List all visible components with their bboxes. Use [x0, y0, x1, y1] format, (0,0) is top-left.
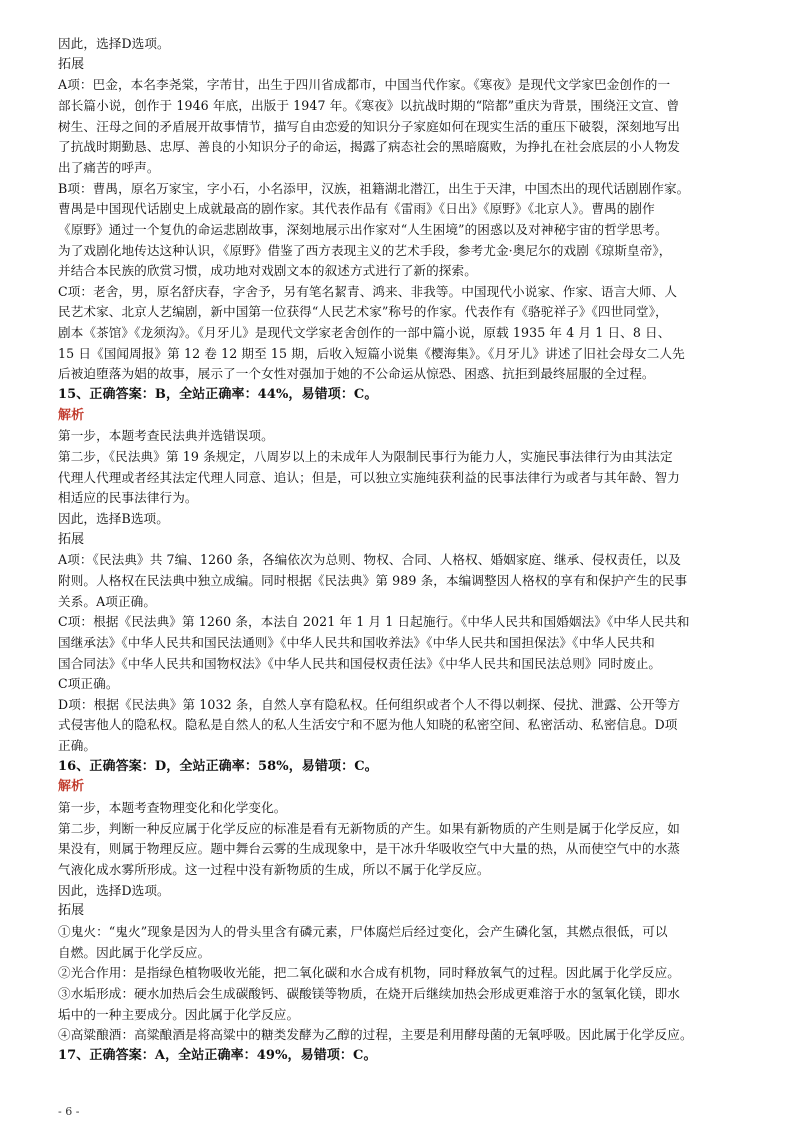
extension-label: 拓展: [58, 531, 85, 547]
text-line: B项：曹禺，原名万家宝，字小石，小名添甲，汉族，祖籍湖北潜江，出生于天津，中国杰出的现代话剧剧作家。: [58, 180, 690, 196]
text-line: C项正确。: [58, 676, 119, 692]
text-line: A项：《民法典》共 7编、1260 条，各编依次为总则、物权、合同、人格权、婚姻家庭、继承、侵权责任，以及: [58, 552, 681, 568]
text-line: 后被迫堕落为娼的故事，展示了一个女性对强加于她的不公命运从惊恐、困惑、抗拒到最终屈服的全过程。: [58, 366, 655, 382]
text-line: 为了戏剧化地传达这种认识，《原野》借鉴了西方表现主义的艺术手段，参考尤金·奥尼尔的戏剧《琼斯皇帝》，: [58, 242, 672, 258]
text-line: C项：根据《民法典》第 1260 条，本法自 2021 年 1 月 1 日起施行。《中华人民共和国婚姻法》《中华人民共和: [58, 614, 690, 630]
text-line: 国合同法》《中华人民共和国物权法》《中华人民共和国侵权责任法》《中华人民共和国民法总则》同时废止。: [58, 655, 662, 671]
text-line: 因此，选择D选项。: [58, 36, 170, 51]
text-line: A项：巴金，本名李尧棠，字芾甘，出生于四川省成都市，中国当代作家。《寒夜》是现代文学家巴金创作的一: [58, 77, 671, 93]
text-line: ③水垢形成：硬水加热后会生成碳酸钙、碳酸镁等物质，在烧开后继续加热会形成更难溶于水的氢氧化镁，即水: [58, 985, 680, 1001]
text-line: ④高粱酿酒：高粱酿酒是将高粱中的糖类发酵为乙醇的过程，主要是利用酵母菌的无氧呼吸。因此属于化学反应。: [58, 1027, 693, 1043]
text-line: 代理人代理或者经其法定代理人同意、追认；但是，可以独立实施纯获利益的民事法律行为或者与其年龄、智力: [58, 469, 680, 485]
text-line: 自燃。因此属于化学反应。: [58, 944, 211, 960]
text-line: 相适应的民事法律行为。: [58, 490, 198, 506]
text-line: 国继承法》《中华人民共和国民法通则》《中华人民共和国收养法》《中华人民共和国担保法》《中华人民共和: [58, 634, 655, 650]
extension-label: 拓展: [58, 903, 85, 919]
text-line: 关系。A项正确。: [58, 593, 157, 609]
text-line: C项：老舍，男，原名舒庆春，字舍予，另有笔名絜青、鸿来、非我等。中国现代小说家、作家、语言大师、人: [58, 283, 678, 299]
text-line: 式侵害他人的隐私权。隐私是自然人的私人生活安宁和不愿为他人知晓的私密空间、私密活动、私密信息。D项: [58, 717, 678, 733]
text-line: 曹禺是中国现代话剧史上成就最高的剧作家。其代表作品有《雷雨》《日出》《原野》《北京人》。曹禺的剧作: [58, 201, 655, 217]
text-line: 了抗战时期勤恳、忠厚、善良的小知识分子的命运，揭露了病态社会的黑暗腐败，为挣扎在社会底层的小人物发: [58, 139, 680, 155]
analysis-label: 解析: [58, 779, 85, 795]
text-line: 果没有，则属于物理反应。题中舞台云雾的生成现象中，是干冰升华吸收空气中大量的热，从而使空气中的水蒸: [58, 841, 680, 857]
question-answer-heading: 17、正确答案：A，全站正确率：49%，易错项：C。: [58, 1047, 377, 1063]
text-line: 气液化成水雾所形成。这一过程中没有新物质的生成，所以不属于化学反应。: [58, 862, 490, 877]
text-line: 第一步，本题考查民法典并选错误项。: [58, 428, 274, 444]
text-line: 第二步，《民法典》第 19 条规定，八周岁以上的未成年人为限制民事行为能力人，实施民事法律行为由其法定: [58, 449, 673, 464]
question-answer-heading: 16、正确答案：D，全站正确率：58%，易错项：C。: [58, 758, 378, 774]
analysis-label: 解析: [58, 407, 85, 423]
text-line: 因此，选择B选项。: [58, 510, 169, 526]
text-line: D项：根据《民法典》第 1032 条，自然人享有隐私权。任何组织或者个人不得以刺探、侵扰、泄露、公开等方: [58, 696, 681, 712]
text-line: 并结合本民族的欣赏习惯，成功地对戏剧文本的叙述方式进行了新的探索。: [58, 263, 477, 279]
text-line: 正确。: [58, 738, 97, 754]
text-line: ②光合作用：是指绿色植物吸收光能，把二氧化碳和水合成有机物，同时释放氧气的过程。因此属于化学反应。: [58, 965, 680, 981]
text-line: 民艺术家、北京人艺编剧，新中国第一位获得“人民艺术家”称号的作家。代表作有《骆驼祥子》《四世同堂》，: [58, 304, 668, 320]
text-line: 树生、汪母之间的矛盾展开故事情节，描写自由恋爱的知识分子家庭如何在现实生活的重压下破裂，深刻地写出: [58, 118, 680, 134]
text-line: 第二步，判断一种反应属于化学反应的标准是看有无新物质的产生。如果有新物质的产生则是属于化学反应，如: [58, 820, 680, 836]
text-line: 因此，选择D选项。: [58, 882, 170, 898]
text-line: 《原野》通过一个复仇的命运悲剧故事，深刻地展示出作家对“人生困境”的困惑以及对神秘宇宙的哲学思考。: [58, 221, 668, 237]
text-line: 部长篇小说，创作于 1946 年底，出版于 1947 年。《寒夜》以抗战时期的“陪都”重庆为背景，围绕汪文宣、曾: [58, 97, 680, 113]
text-line: 剧本《茶馆》《龙须沟》。《月牙儿》是现代文学家老舍创作的一部中篇小说，原载 1935 年 4 月 1 日、8 日、: [58, 325, 671, 341]
page-number: - 6 -: [58, 1105, 80, 1118]
text-line: 第一步，本题考查物理变化和化学变化。: [58, 800, 287, 815]
text-line: 15 日《国闻周报》第 12 卷 12 期至 15 期，后收入短篇小说集《樱海集》。《月牙儿》讲述了旧社会母女二人先: [58, 345, 685, 361]
question-answer-heading: 15、正确答案：B，全站正确率：44%，易错项：C。: [58, 387, 378, 402]
text-line: 垢中的一种主要成分。因此属于化学反应。: [58, 1006, 300, 1022]
text-line: 附则。人格权在民法典中独立成编。同时根据《民法典》第 989 条，本编调整因人格权的享有和保护产生的民事: [58, 572, 688, 588]
text-line: 出了痛苦的呼声。: [58, 159, 160, 175]
extension-label: 拓展: [58, 56, 85, 72]
text-line: ①鬼火：“鬼火”现象是因为人的骨头里含有磷元素，尸体腐烂后经过变化，会产生磷化氢，其燃点很低，可以: [58, 923, 668, 939]
